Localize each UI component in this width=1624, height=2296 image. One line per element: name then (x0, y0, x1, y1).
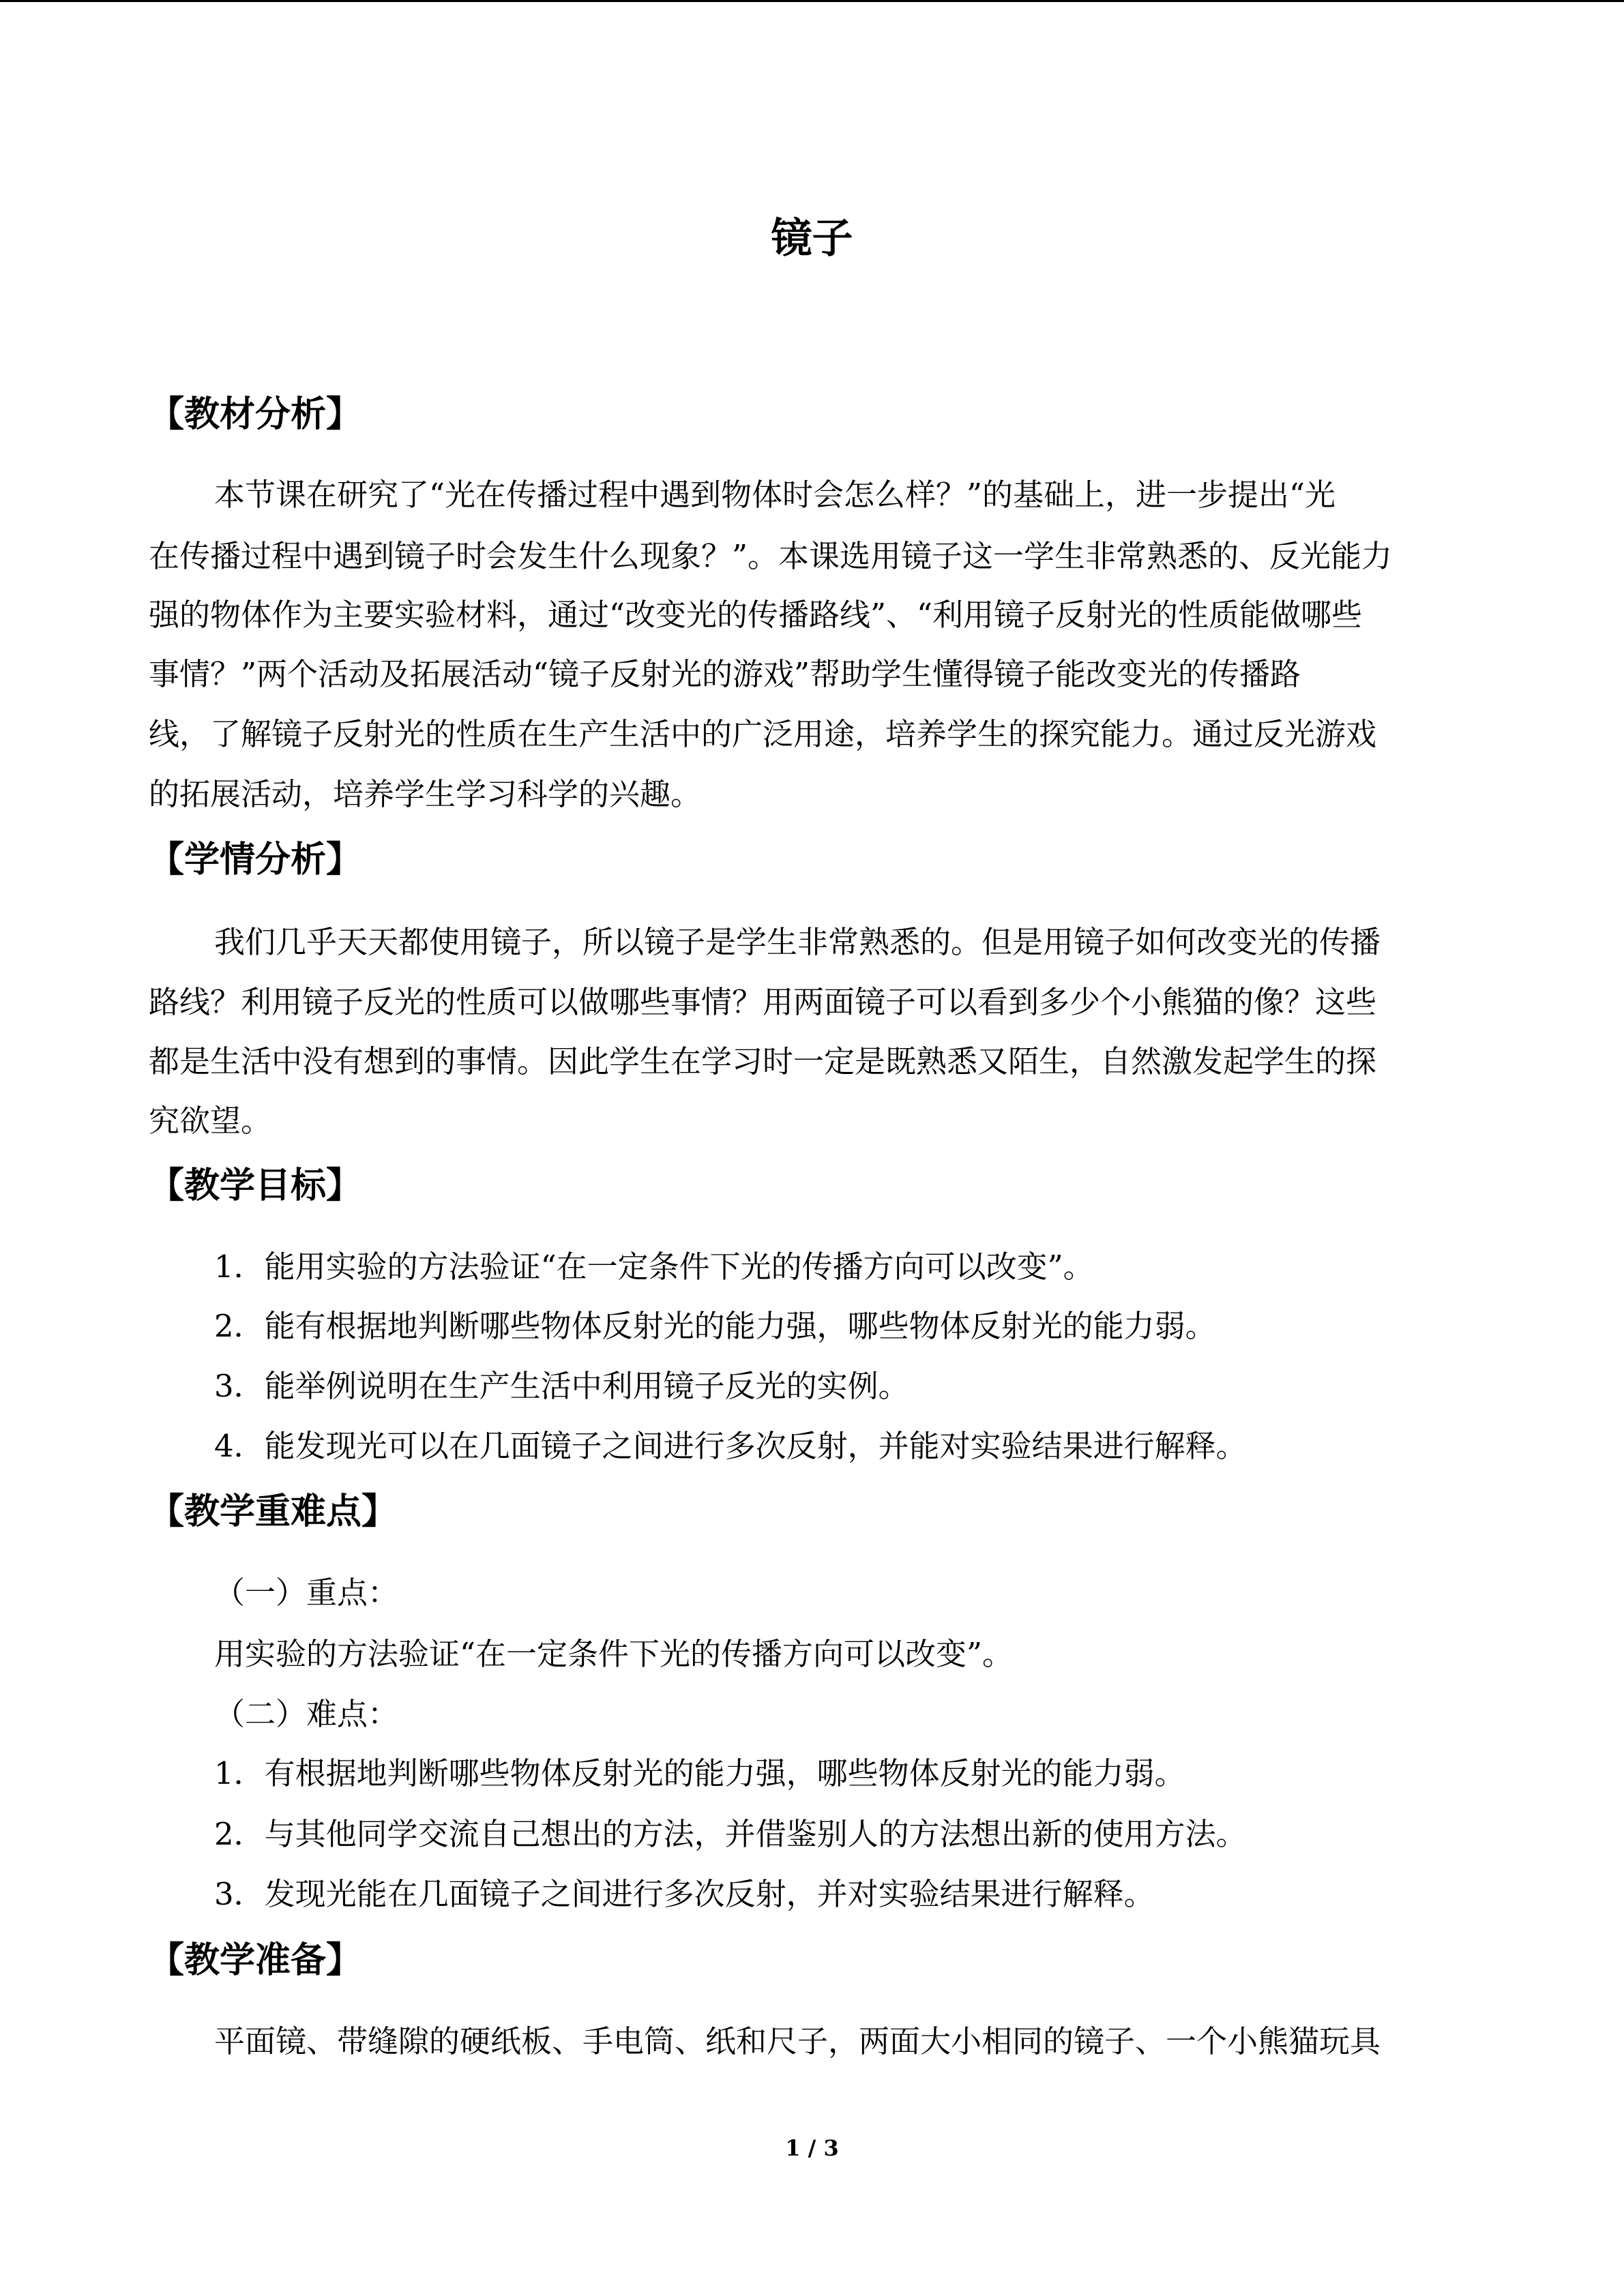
textbook-line-4: 事情？”两个活动及拓展活动“镜子反射光的游戏”帮助学生懂得镜子能改变光的传播路 (149, 656, 1301, 692)
textbook-line-5: 线，了解镜子反射光的性质在生产生活中的广泛用途，培养学生的探究能力。通过反光游戏 (149, 716, 1377, 752)
heading-student-analysis: 【学情分析】 (149, 839, 362, 880)
difficult-item-1: 1．有根据地判断哪些物体反射光的能力强，哪些物体反射光的能力弱。 (214, 1755, 1185, 1791)
student-line-4: 究欲望。 (149, 1103, 272, 1139)
objective-item-2: 2．能有根据地判断哪些物体反射光的能力强，哪些物体反射光的能力弱。 (214, 1308, 1216, 1344)
objective-item-3: 3．能举例说明在生产生活中利用镜子反光的实例。 (214, 1368, 909, 1404)
textbook-line-6: 的拓展活动，培养学生学习科学的兴趣。 (149, 776, 702, 812)
heading-preparation: 【教学准备】 (149, 1940, 362, 1981)
preparation-text: 平面镜、带缝隙的硬纸板、手电筒、纸和尺子，两面大小相同的镜子、一个小熊猫玩具 (214, 2023, 1381, 2059)
textbook-line-2: 在传播过程中遇到镜子时会发生什么现象？”。本课选用镜子这一学生非常熟悉的、反光能力 (149, 538, 1393, 574)
key-point-text: 用实验的方法验证“在一定条件下光的传播方向可以改变”。 (214, 1636, 1014, 1672)
heading-textbook-analysis: 【教材分析】 (149, 394, 362, 435)
page-title: 镜子 (771, 215, 853, 263)
student-line-1: 我们几乎天天都使用镜子，所以镜子是学生非常熟悉的。但是用镜子如何改变光的传播 (214, 924, 1381, 960)
key-point-label: （一）重点： (214, 1575, 399, 1611)
heading-objectives: 【教学目标】 (149, 1165, 362, 1206)
objective-item-1: 1．能用实验的方法验证“在一定条件下光的传播方向可以改变”。 (214, 1249, 1094, 1285)
difficult-item-2: 2．与其他同学交流自己想出的方法，并借鉴别人的方法想出新的使用方法。 (214, 1816, 1247, 1852)
objective-item-4: 4．能发现光可以在几面镜子之间进行多次反射，并能对实验结果进行解释。 (214, 1428, 1247, 1464)
textbook-line-1: 本节课在研究了“光在传播过程中遇到物体时会怎么样？”的基础上，进一步提出“光 (214, 477, 1336, 513)
student-line-2: 路线？利用镜子反光的性质可以做哪些事情？用两面镜子可以看到多少个小熊猫的像？这些 (149, 984, 1377, 1020)
page-number: 1 / 3 (785, 2135, 839, 2161)
difficult-item-3: 3．发现光能在几面镜子之间进行多次反射，并对实验结果进行解释。 (214, 1876, 1155, 1912)
top-border (0, 0, 1624, 2)
difficult-point-label: （二）难点： (214, 1696, 399, 1732)
student-line-3: 都是生活中没有想到的事情。因此学生在学习时一定是既熟悉又陌生，自然激发起学生的探 (149, 1043, 1377, 1079)
heading-key-points: 【教学重难点】 (149, 1491, 398, 1532)
textbook-line-3: 强的物体作为主要实验材料，通过“改变光的传播路线”、“利用镜子反射光的性质能做哪些 (149, 597, 1363, 633)
